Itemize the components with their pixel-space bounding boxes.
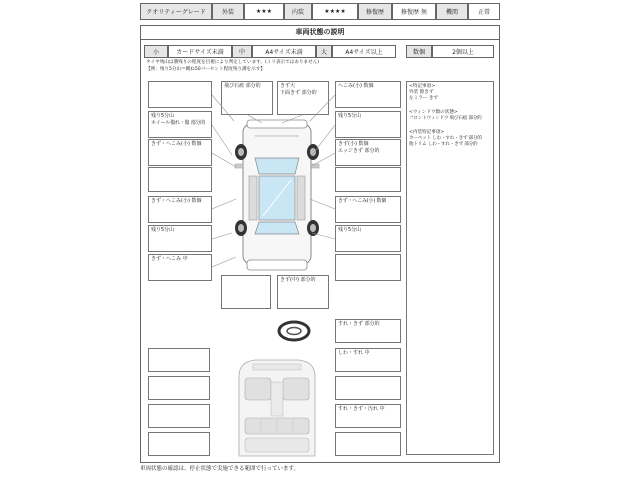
- size-medium-desc: A4サイズ未満: [252, 45, 316, 58]
- left-box-4: [148, 167, 212, 192]
- top-box-front-left: 飛び石痕 部分的: [221, 81, 273, 115]
- footer-note: 車両状態の確認は、停止状態で実施できる範囲で行っています。: [140, 466, 300, 472]
- interior-value: ★★★★: [312, 3, 358, 20]
- exterior-label: 外装: [212, 3, 244, 20]
- top-box-front-right: きず大 下面きず 部分的: [277, 81, 329, 115]
- side-notes-panel: [406, 81, 494, 455]
- right-box-6: 残り5分山: [335, 225, 401, 252]
- repair-value: 修復歴 無: [392, 3, 436, 20]
- interior-1: カーペット しわ・すれ・きず 部分的: [409, 136, 482, 141]
- function-label: 機関: [436, 3, 468, 20]
- interior-right-box-2: しわ・すれ 中: [335, 348, 401, 372]
- left-box-6: 残り5分山: [148, 225, 212, 252]
- interior-right-box-4: すれ・きず・汚れ 中: [335, 404, 401, 428]
- steering-wheel-icon: [276, 319, 312, 343]
- size-small-desc: カードサイズ未満: [168, 45, 232, 58]
- function-value: 正常: [468, 3, 500, 20]
- interior-left-box-4: [148, 432, 210, 456]
- size-large-desc: A4サイズ以上: [332, 45, 396, 58]
- bottom-box-mid: きず(中) 部分的: [277, 275, 329, 309]
- right-box-4: [335, 167, 401, 192]
- interior-left-box-2: [148, 376, 210, 400]
- special-1: 外装 擦きず: [409, 90, 434, 95]
- car-interior-view: [225, 356, 329, 460]
- interior-title: <内装特記事項>: [409, 130, 445, 135]
- interior-left-box-1: [148, 348, 210, 372]
- interior-2: 他トリム しわ・すれ・きず 部分的: [409, 142, 478, 147]
- exterior-value: ★★★: [244, 3, 284, 20]
- size-large: 大: [316, 45, 332, 58]
- right-box-5: きず・へこみ(小) 数個: [335, 196, 401, 223]
- right-box-7: [335, 254, 401, 281]
- right-box-3: きず(小) 数個 エッジきず 部分的: [335, 139, 401, 166]
- left-box-5: きず・へこみ(小) 数個: [148, 196, 212, 223]
- left-box-3: きず・へこみ(小) 数個: [148, 139, 212, 166]
- left-box-7: きず・へこみ 中: [148, 254, 212, 281]
- quality-label: クオリティーグレード: [140, 3, 212, 20]
- report-title: 車両状態の説明: [140, 25, 500, 40]
- tire-note-1: タイヤ残山は溝残りの程度を目視により判定しています。(ミリ表示ではありません): [146, 60, 320, 65]
- right-box-1: へこみ(小) 数個: [335, 81, 401, 108]
- left-box-2: 残り5分山 ホイール傷れ・傷 部分的: [148, 111, 212, 138]
- window-title: <ウィンドウ類の状態>: [409, 110, 458, 115]
- interior-left-box-3: [148, 404, 210, 428]
- count-label: 数個: [406, 45, 432, 58]
- interior-right-box-3: [335, 376, 401, 400]
- interior-right-box-1: すれ・きず 部分的: [335, 319, 401, 343]
- repair-label: 修復歴: [358, 3, 392, 20]
- interior-right-box-5: [335, 432, 401, 456]
- size-small: 小: [144, 45, 168, 58]
- pointer-lines: [212, 81, 336, 281]
- count-desc: 2個以上: [432, 45, 494, 58]
- tire-note-2: 【例：残り5分山＝概ね50パーセント程度残り溝を示す】: [146, 67, 265, 72]
- special-2: 左ミラー きず: [409, 96, 439, 101]
- right-box-2: 残り5分山: [335, 111, 401, 138]
- interior-label: 内装: [284, 3, 312, 20]
- window-1: フロントウィンドウ 飛び石痕 部分的: [409, 116, 482, 121]
- left-box-1: [148, 81, 212, 108]
- special-title: <特記事項>: [409, 84, 436, 89]
- size-medium: 中: [232, 45, 252, 58]
